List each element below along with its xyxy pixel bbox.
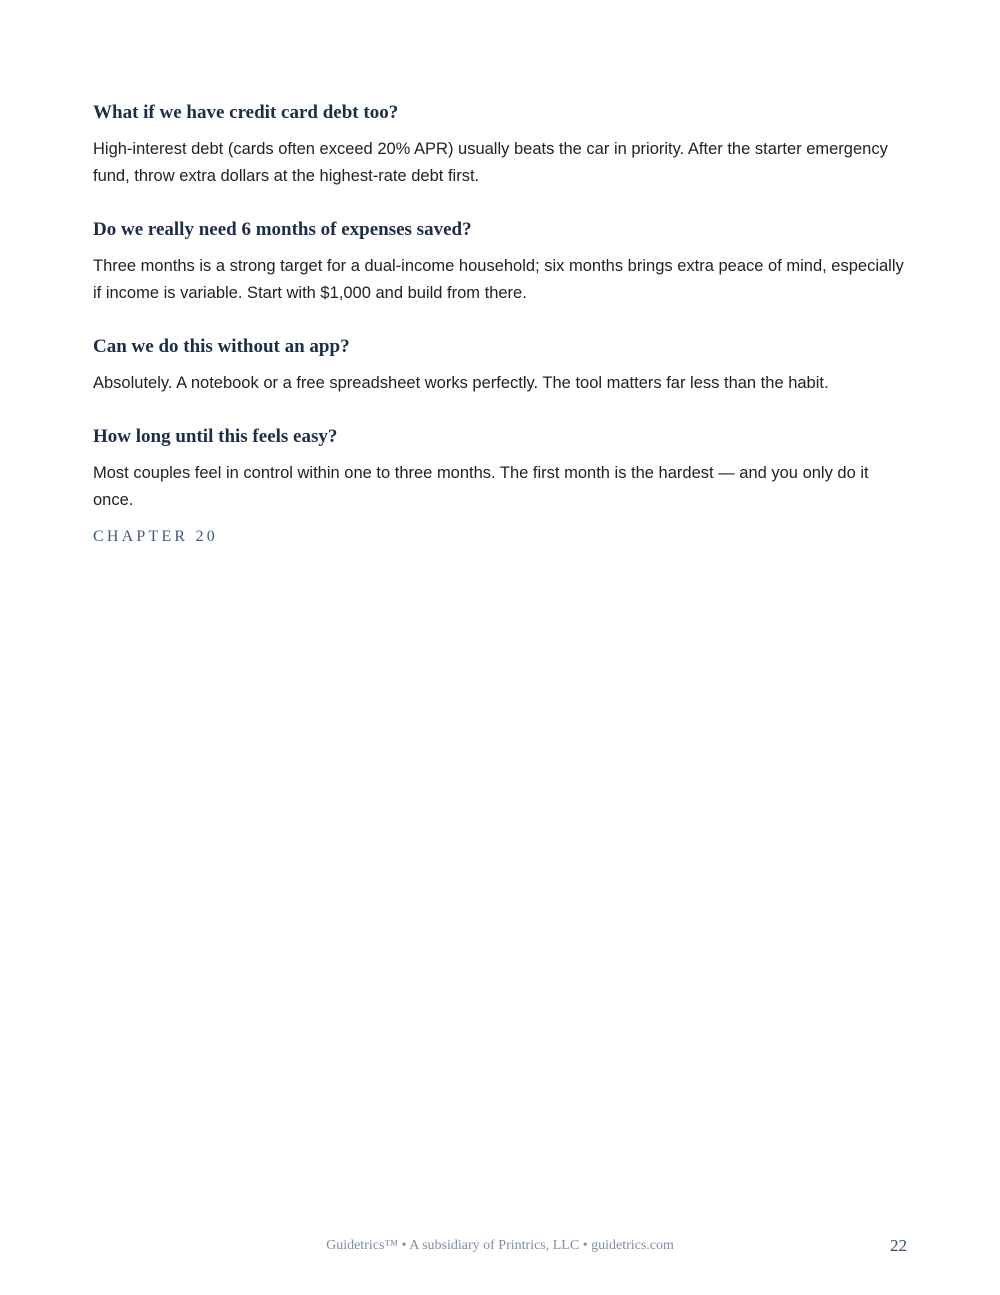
faq-section — [93, 100, 913, 546]
faq-question: Can we do this without an app? — [93, 336, 350, 357]
chapter-label: CHAPTER 20 — [93, 528, 218, 545]
faq-answer: Three months is a strong target for a dual-income household; six months brings extra peace of mind, especially if income is variable. Start with $1,000 and build from there. — [93, 257, 904, 302]
faq-item — [93, 334, 913, 397]
faq-item — [93, 217, 913, 307]
faq-answer: Most couples feel in control within one to three months. The first month is the hardest — and you only do it once. — [93, 464, 869, 509]
faq-question: How long until this feels easy? — [93, 426, 338, 447]
faq-item — [93, 424, 913, 514]
faq-item — [93, 100, 913, 190]
page-number: 22 — [890, 1236, 907, 1255]
faq-answer: High-interest debt (cards often exceed 20% APR) usually beats the car in priority. After the starter emergency fund, throw extra dollars at the highest-rate debt first. — [93, 140, 888, 185]
faq-question: What if we have credit card debt too? — [93, 102, 399, 123]
faq-answer: Absolutely. A notebook or a free spreadsheet works perfectly. The tool matters far less than the habit. — [93, 374, 829, 392]
page-footer: Guidetrics™ • A subsidiary of Printrics, LLC • guidetrics.com — [326, 1238, 674, 1253]
faq-question: Do we really need 6 months of expenses saved? — [93, 219, 472, 240]
